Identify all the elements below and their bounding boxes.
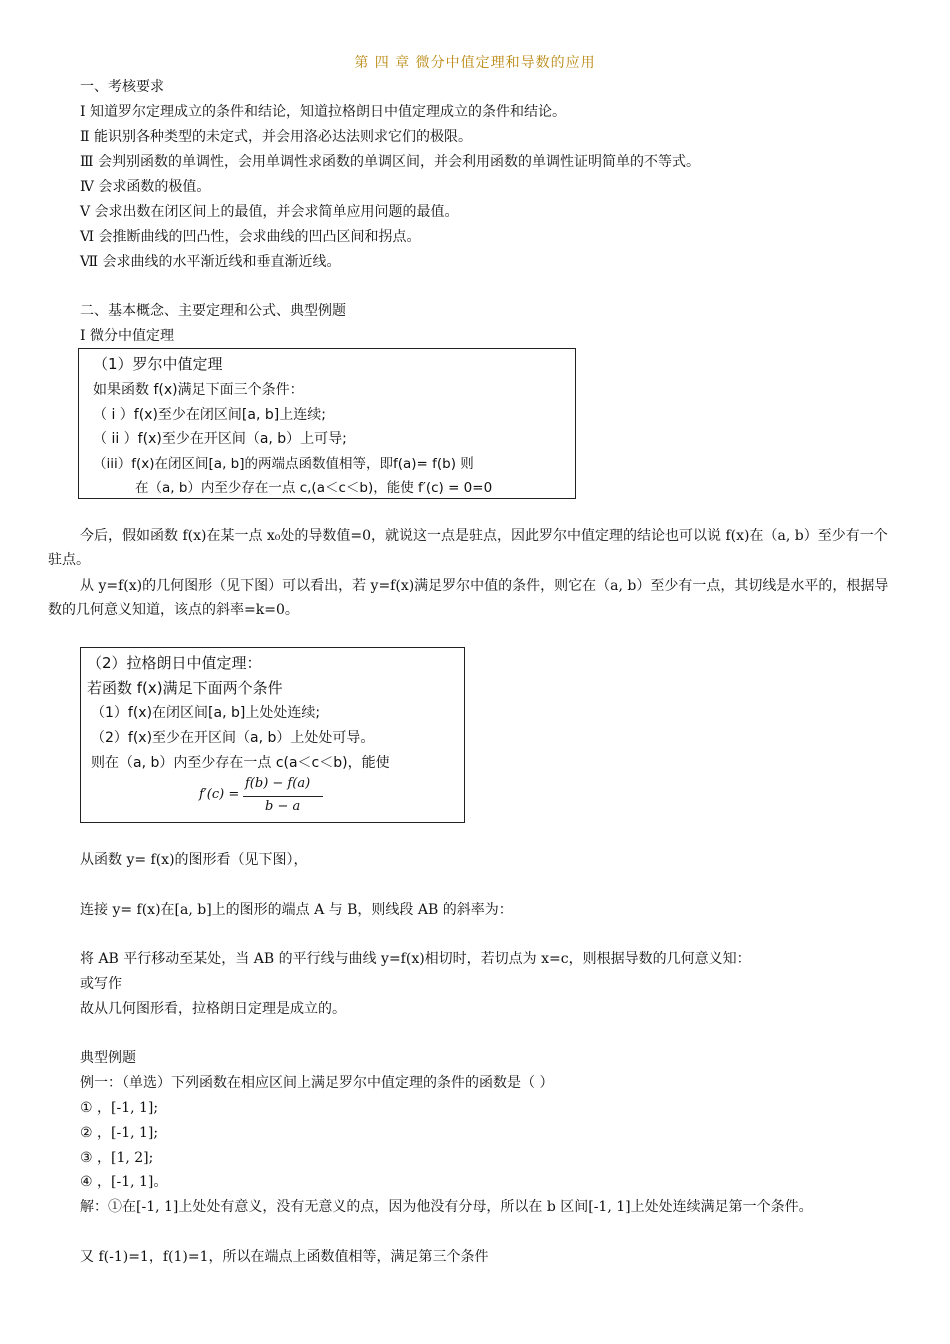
- paragraph: 从 y=f(x)的几何图形（见下图）可以看出，若 y=f(x)满足罗尔中值的条件，则它在（a, b）至少有一点，其切线是水平的，根据导数的几何意义知道，该点的斜率=k=0。: [48, 578, 889, 618]
- box-line: （ i ）f(x)至少在闭区间[a, b]上连续;: [93, 407, 326, 423]
- example-question: 例一：（单选）下列函数在相应区间上满足罗尔中值定理的条件的函数是（ ）: [80, 1075, 554, 1091]
- option-item: ④ ，[-1, 1]。: [80, 1174, 168, 1190]
- formula-lhs: f′(c) =: [199, 787, 240, 802]
- text-line: 或写作: [80, 976, 122, 992]
- paragraph: 今后，假如函数 f(x)在某一点 x₀处的导数值=0，就说这一点是驻点，因此罗尔中值定理的结论也可以说 f(x)在（a, b）至少有一个驻点。: [48, 528, 888, 568]
- requirement-item: Ⅲ 会判别函数的单调性，会用单调性求函数的单调区间，并会利用函数的单调性证明简单的不等式。: [80, 154, 700, 170]
- box-line: （1）f(x)在闭区间[a, b]上处处连续;: [91, 705, 321, 721]
- box-line: （ ii ）f(x)至少在开区间（a, b）上可导;: [93, 431, 347, 447]
- option-item: ① ，[-1, 1];: [80, 1100, 159, 1116]
- requirement-item: Ⅱ 能识别各种类型的未定式，并会用洛必达法则求它们的极限。: [80, 129, 472, 145]
- box-line: 在（a, b）内至少存在一点 c,(a＜c＜b)，能使 f′(c) = 0=0: [135, 480, 493, 496]
- fraction-bar: [243, 796, 323, 797]
- box-line: （2）f(x)至少在开区间（a, b）上处处可导。: [91, 730, 375, 746]
- requirement-item: Ⅰ 知道罗尔定理成立的条件和结论，知道拉格朗日中值定理成立的条件和结论。: [80, 104, 566, 120]
- box-line: 如果函数 f(x)满足下面三个条件：: [93, 382, 304, 398]
- lagrange-formula: [199, 776, 329, 818]
- text-line: 故从几何图形看，拉格朗日定理是成立的。: [80, 1001, 346, 1017]
- formula-denominator: b − a: [265, 799, 301, 814]
- solution-paragraph: 解：①在[-1, 1]上处处有意义，没有无意义的点，因为他没有分母，所以在 b 区间[-1, 1]上处处连续满足第一个条件。: [80, 1199, 813, 1215]
- box-heading: （1）罗尔中值定理: [93, 355, 223, 373]
- option-item: ② ，[-1, 1];: [80, 1125, 159, 1141]
- requirement-item: Ⅵ 会推断曲线的凹凸性，会求曲线的凹凸区间和拐点。: [80, 229, 421, 245]
- formula-numerator: f(b) − f(a): [245, 776, 311, 791]
- text-line: 从函数 y= f(x)的图形看（见下图），: [80, 852, 308, 868]
- text-line: 连接 y= f(x)在[a, b]上的图形的端点 A 与 B，则线段 AB 的斜率为：: [80, 902, 513, 918]
- solution-paragraph: 又 f(-1)=1，f(1)=1，所以在端点上函数值相等，满足第三个条件: [80, 1249, 489, 1265]
- subsection-heading: Ⅰ 微分中值定理: [80, 328, 174, 344]
- requirement-item: Ⅳ 会求函数的极值。: [80, 179, 211, 195]
- rolle-theorem-box: [78, 348, 576, 499]
- box-line: （iii）f(x)在闭区间[a, b]的两端点函数值相等，即f(a)= f(b) 则: [93, 456, 474, 472]
- box-line: 若函数 f(x)满足下面两个条件: [87, 679, 283, 697]
- box-heading: （2）拉格朗日中值定理：: [87, 654, 262, 672]
- option-item: ③ ，[1, 2];: [80, 1150, 154, 1166]
- examples-heading: 典型例题: [80, 1050, 136, 1066]
- section-heading-concepts: 二、基本概念、主要定理和公式、典型例题: [80, 303, 346, 319]
- box-line: 则在（a, b）内至少存在一点 c(a＜c＜b)，能使: [91, 755, 390, 771]
- lagrange-theorem-box: [80, 647, 465, 823]
- text-line: 将 AB 平行移动至某处，当 AB 的平行线与曲线 y=f(x)相切时，若切点为 x=c，则根据导数的几何意义知：: [80, 951, 751, 967]
- section-heading-requirements: 一、考核要求: [80, 79, 164, 95]
- requirement-item: Ⅴ 会求出数在闭区间上的最值，并会求简单应用问题的最值。: [80, 204, 459, 220]
- requirement-item: Ⅶ 会求曲线的水平渐近线和垂直渐近线。: [80, 254, 341, 270]
- chapter-title: 第 四 章 微分中值定理和导数的应用: [354, 55, 596, 71]
